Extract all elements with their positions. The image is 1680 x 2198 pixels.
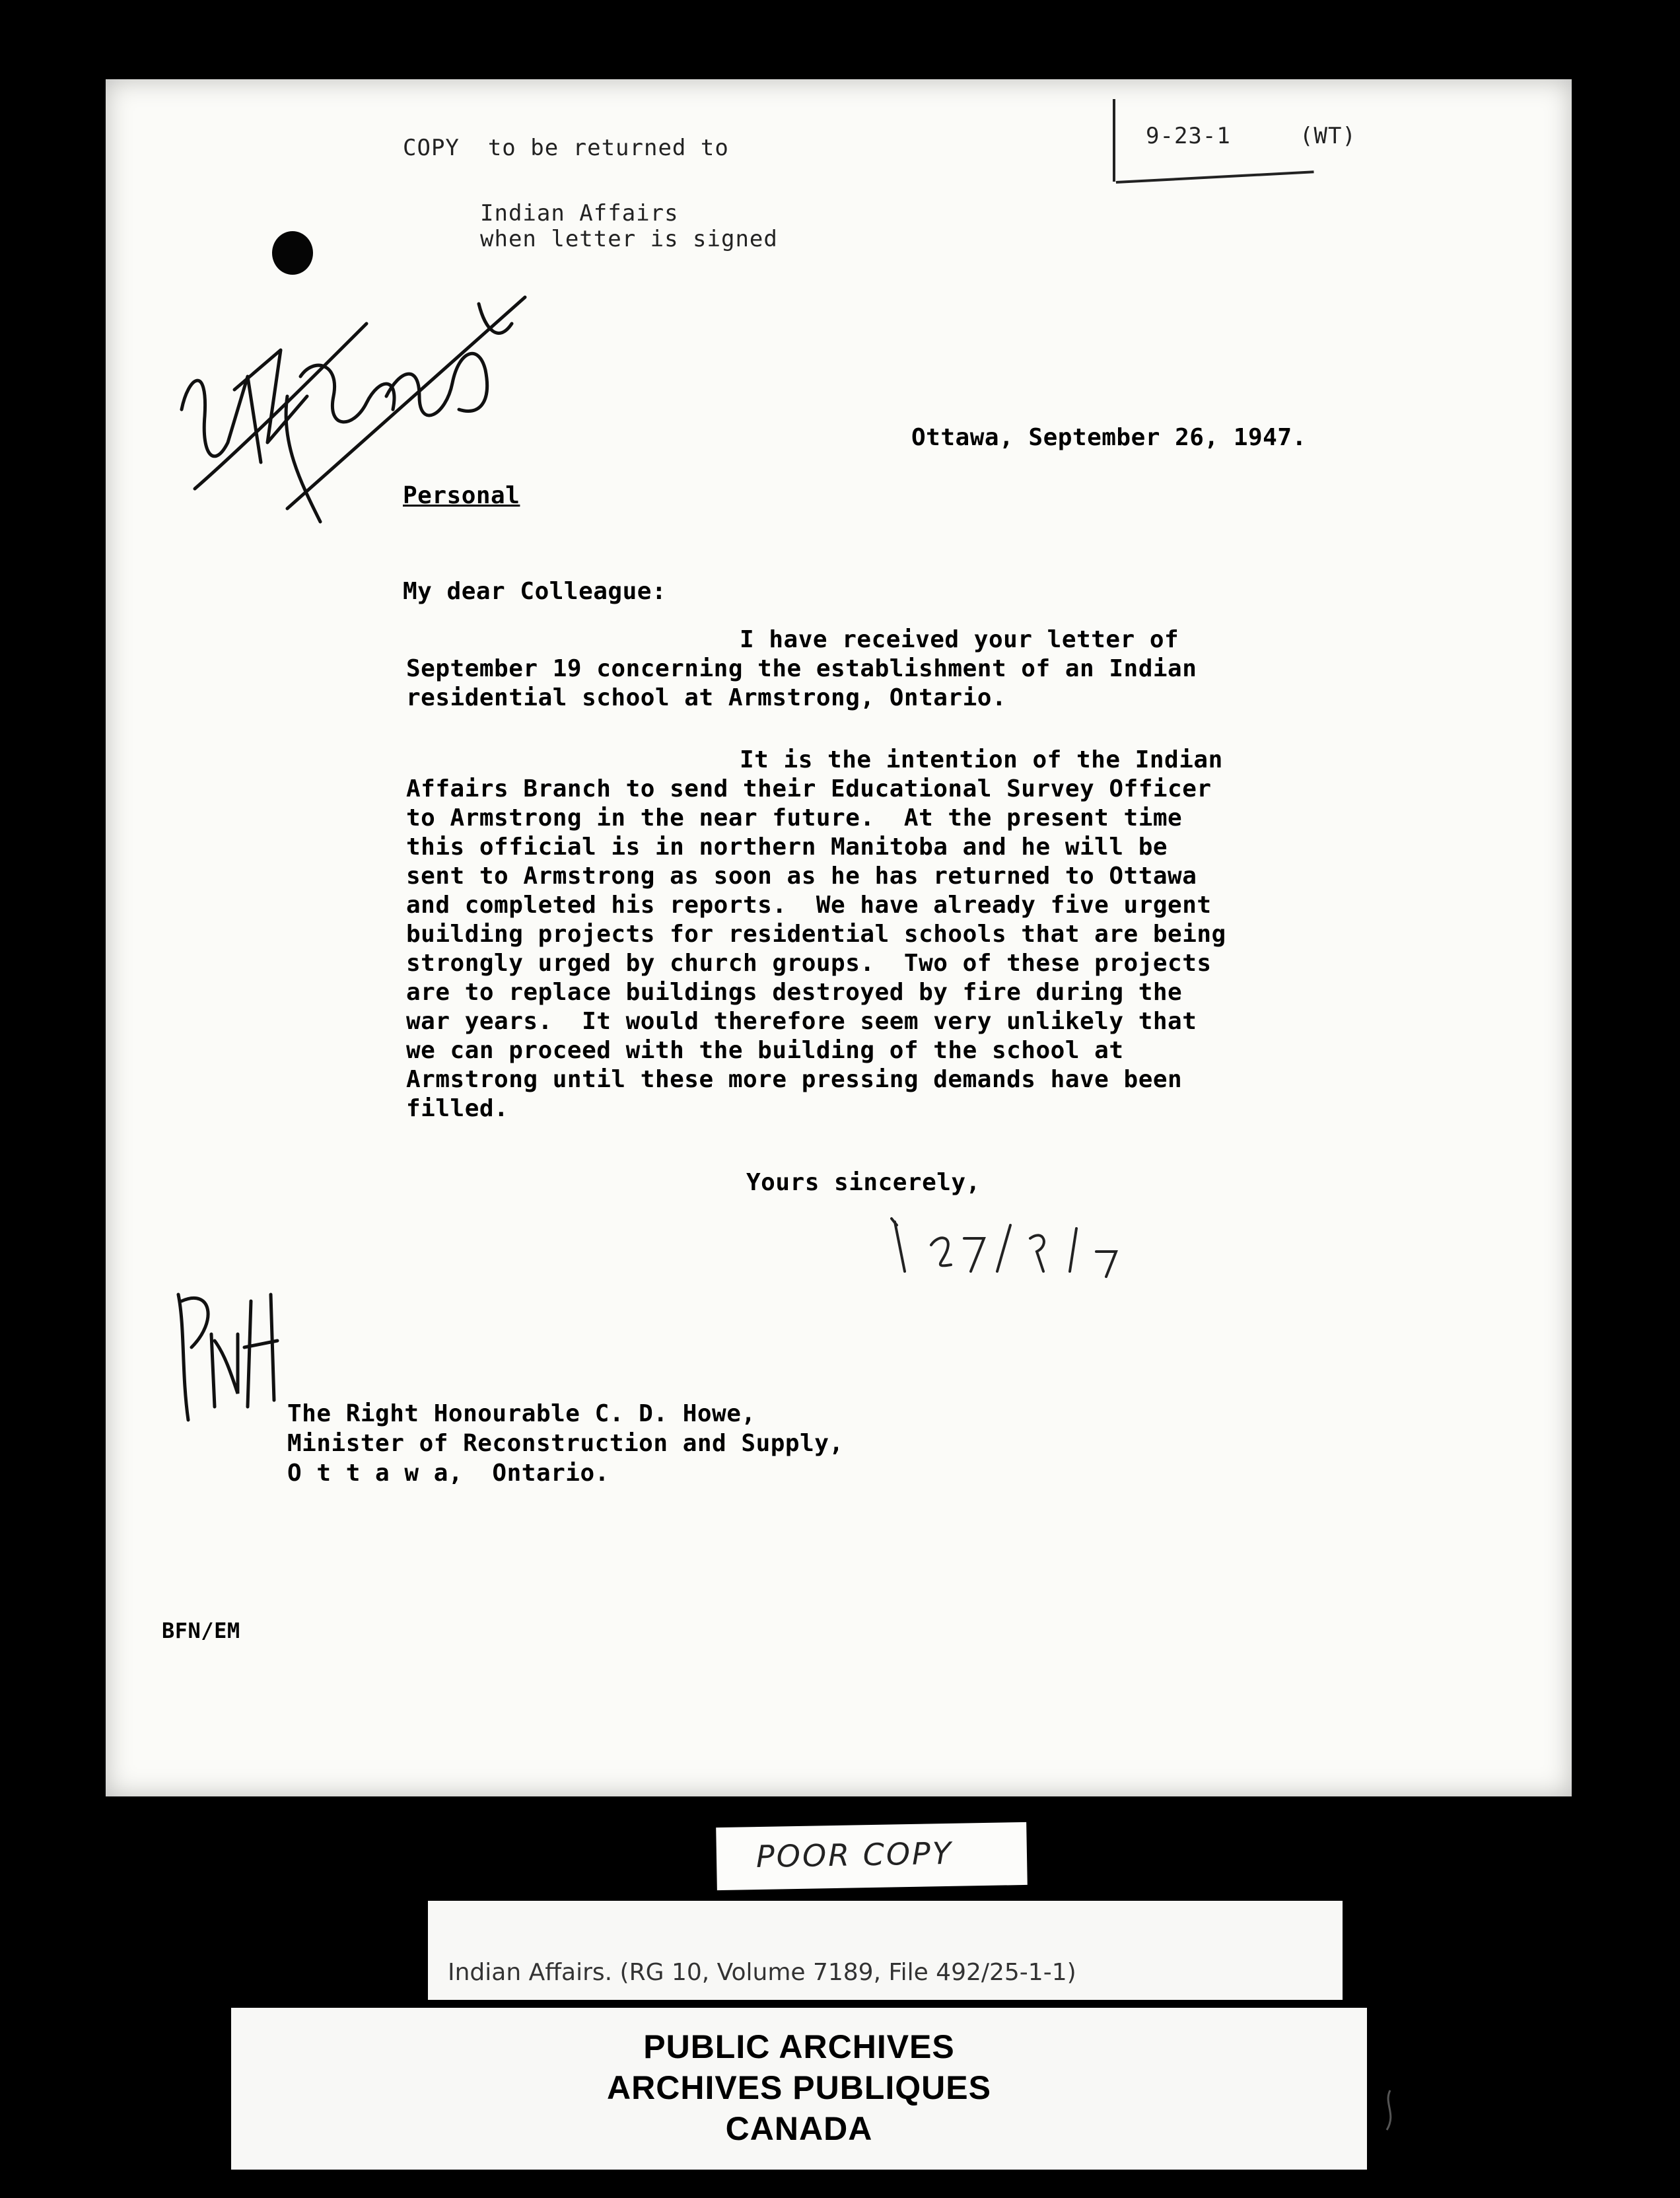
personal-marker: Personal — [403, 482, 520, 509]
paragraph-2-line: we can proceed with the building of the school at — [406, 1037, 1124, 1064]
paragraph-2-line: It is the intention of the Indian — [740, 746, 1223, 773]
edge-mark — [1380, 2087, 1400, 2133]
paragraph-1-line: residential school at Armstrong, Ontario. — [406, 684, 1007, 711]
paragraph-1-line: September 19 concerning the establishment of an Indian — [406, 655, 1197, 682]
paragraph-2-line: and completed his reports. We have already five urgent — [406, 892, 1212, 919]
paragraph-2-line: building projects for residential schools that are being — [406, 921, 1226, 948]
poor-copy-label: POOR COPY — [755, 1835, 954, 1875]
handwritten-initials — [165, 1275, 291, 1433]
archive-line-country: CANADA — [725, 2110, 873, 2147]
recipient-line: O t t a w a, Ontario. — [287, 1460, 610, 1487]
copy-instruction: COPY to be returned to — [403, 135, 729, 161]
closing: Yours sincerely, — [746, 1169, 981, 1196]
handwritten-signature — [168, 244, 565, 542]
paragraph-2-line: filled. — [406, 1095, 509, 1122]
file-code: (WT) — [1300, 123, 1356, 149]
archive-source-text: Indian Affairs. (RG 10, Volume 7189, File 492/25-1-1) — [448, 1959, 1076, 1986]
recipient-line: The Right Honourable C. D. Howe, — [287, 1400, 756, 1427]
place-date: Ottawa, September 26, 1947. — [911, 424, 1307, 451]
paragraph-2-line: Armstrong until these more pressing demands have been — [406, 1066, 1183, 1093]
paragraph-1-line: I have received your letter of — [740, 626, 1179, 653]
poor-copy-tag — [716, 1822, 1028, 1890]
paragraph-2-line: Affairs Branch to send their Educational Survey Officer — [406, 775, 1212, 802]
salutation: My dear Colleague: — [403, 578, 667, 605]
paragraph-2-line: war years. It would therefore seem very unlikely that — [406, 1008, 1197, 1035]
archive-stamp — [231, 2008, 1367, 2170]
file-number: 9-23-1 — [1146, 123, 1231, 149]
archive-line-english: PUBLIC ARCHIVES — [643, 2028, 955, 2065]
handwritten-date — [878, 1199, 1142, 1278]
indian-affairs-line: Indian Affairs — [480, 200, 679, 227]
archive-source-label — [428, 1901, 1343, 2000]
paragraph-2-line: to Armstrong in the near future. At the present time — [406, 804, 1183, 832]
paragraph-2-line: this official is in northern Manitoba and he will be — [406, 833, 1168, 861]
paragraph-2-line: strongly urged by church groups. Two of these projects — [406, 950, 1212, 977]
archive-line-french: ARCHIVES PUBLIQUES — [607, 2069, 991, 2106]
when-signed-line: when letter is signed — [480, 226, 778, 252]
paragraph-2-line: are to replace buildings destroyed by fire during the — [406, 979, 1183, 1006]
recipient-line: Minister of Reconstruction and Supply, — [287, 1430, 844, 1457]
paragraph-2-line: sent to Armstrong as soon as he has returned to Ottawa — [406, 863, 1197, 890]
reference-initials: BFN/EM — [162, 1618, 240, 1643]
